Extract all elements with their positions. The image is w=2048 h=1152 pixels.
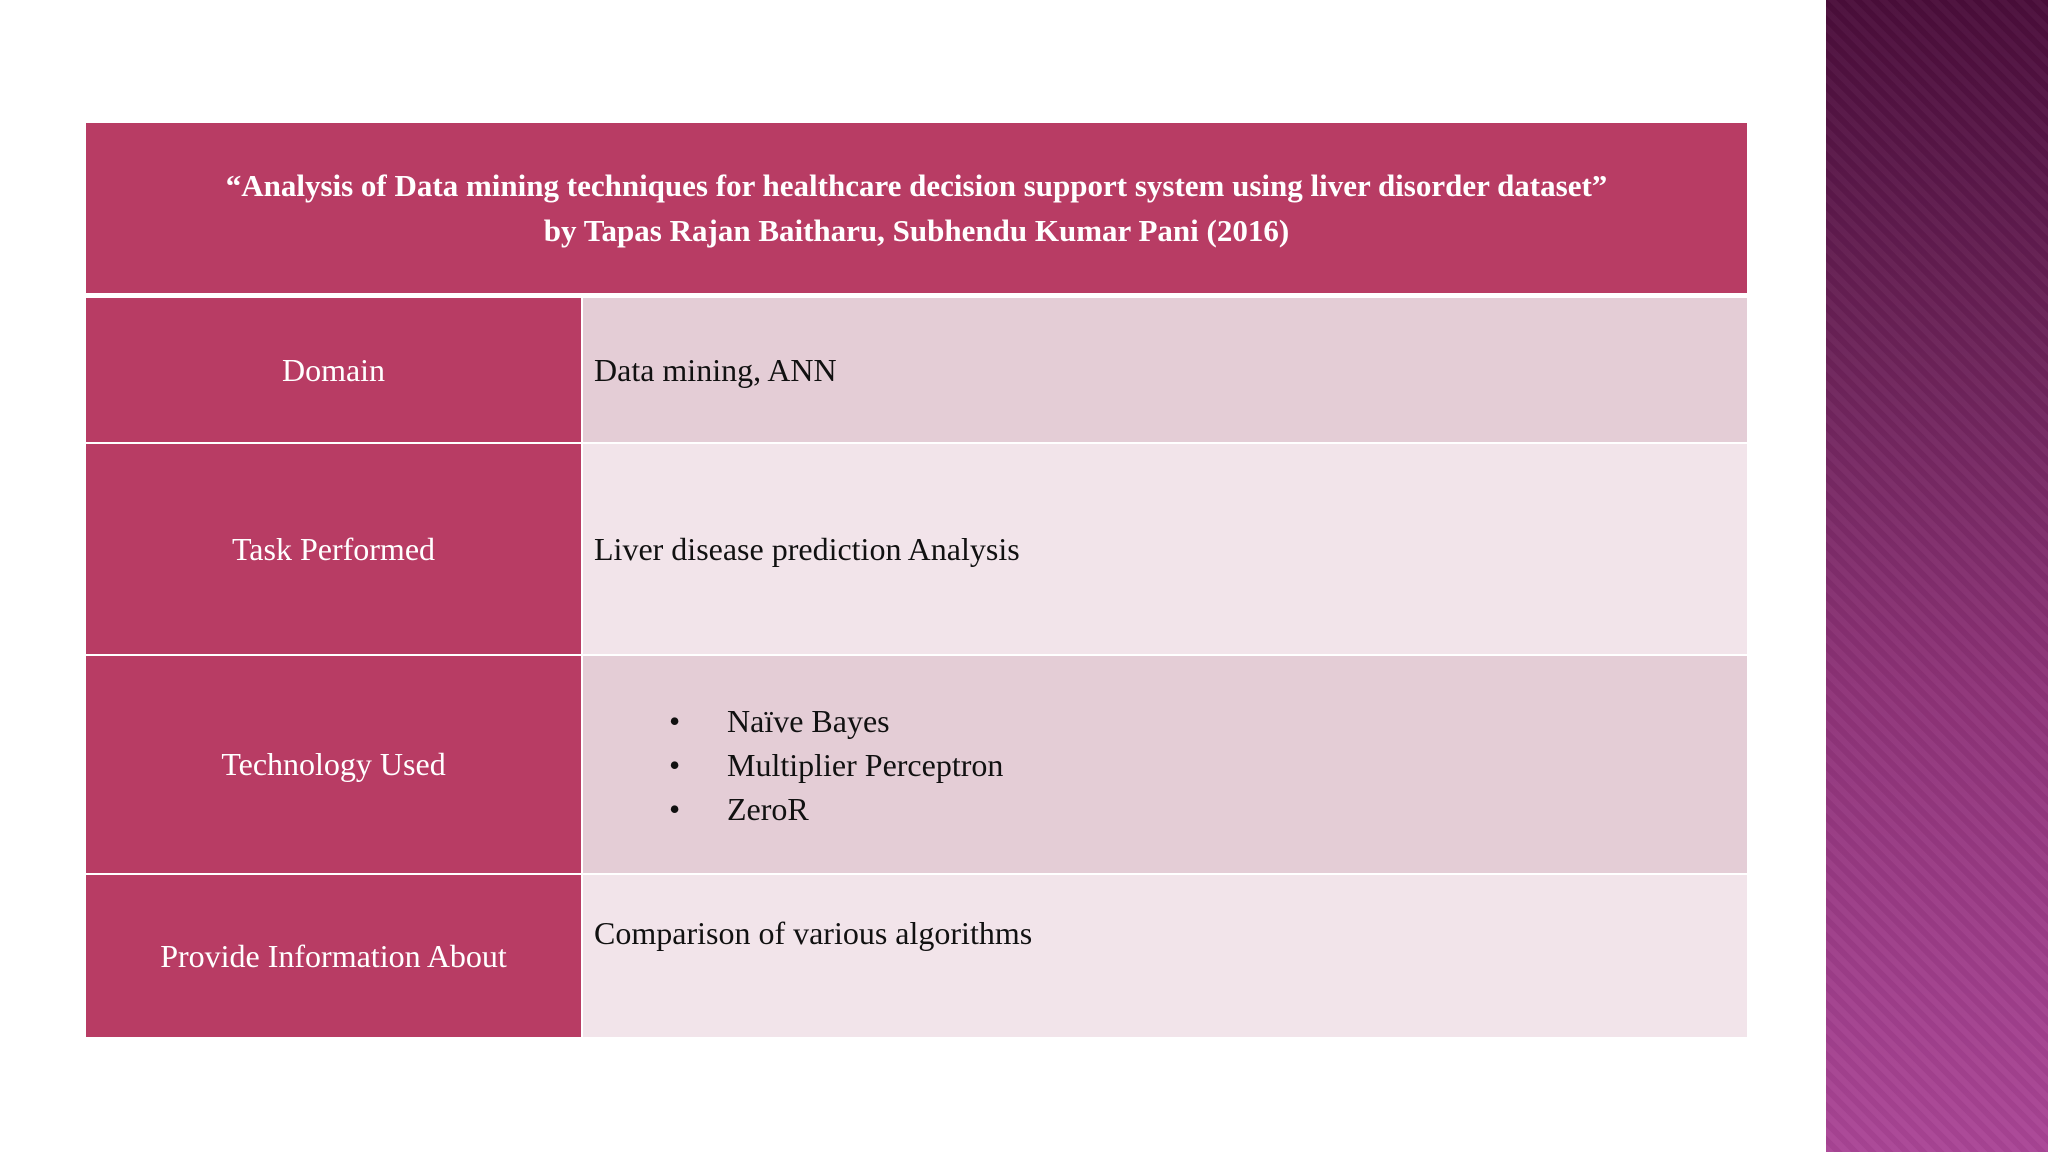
technology-list [594, 699, 1003, 831]
table-row-task [86, 444, 1747, 656]
task-value: Liver disease prediction Analysis [594, 530, 1020, 567]
table-row-information [86, 875, 1747, 1037]
row-label: Domain [86, 298, 583, 442]
information-value: Comparison of various algorithms [594, 915, 1033, 951]
bullet-icon: • [669, 746, 681, 783]
row-value [583, 875, 1747, 1037]
row-label: Technology Used [86, 656, 583, 873]
bullet-icon: • [669, 702, 681, 739]
list-item: • Naïve Bayes [669, 699, 1003, 743]
table-title-row [86, 123, 1747, 298]
paper-title: “Analysis of Data mining techniques for healthcare decision support system using liver disorder dataset” [225, 168, 1608, 203]
domain-value: Data mining, ANN [594, 351, 837, 388]
table-row-technology [86, 656, 1747, 875]
summary-table [86, 123, 1747, 1037]
row-value [583, 444, 1747, 654]
row-value [583, 656, 1747, 873]
decorative-side-band [1826, 0, 2048, 1152]
paper-authors: by Tapas Rajan Baitharu, Subhendu Kumar Pani (2016) [543, 213, 1290, 248]
list-item: • ZeroR [669, 787, 1003, 831]
row-label: Provide Information About [86, 875, 583, 1037]
bullet-icon: • [669, 790, 681, 827]
row-value [583, 298, 1747, 442]
row-label: Task Performed [86, 444, 583, 654]
table-row-domain [86, 298, 1747, 444]
list-item: • Multiplier Perceptron [669, 743, 1003, 787]
